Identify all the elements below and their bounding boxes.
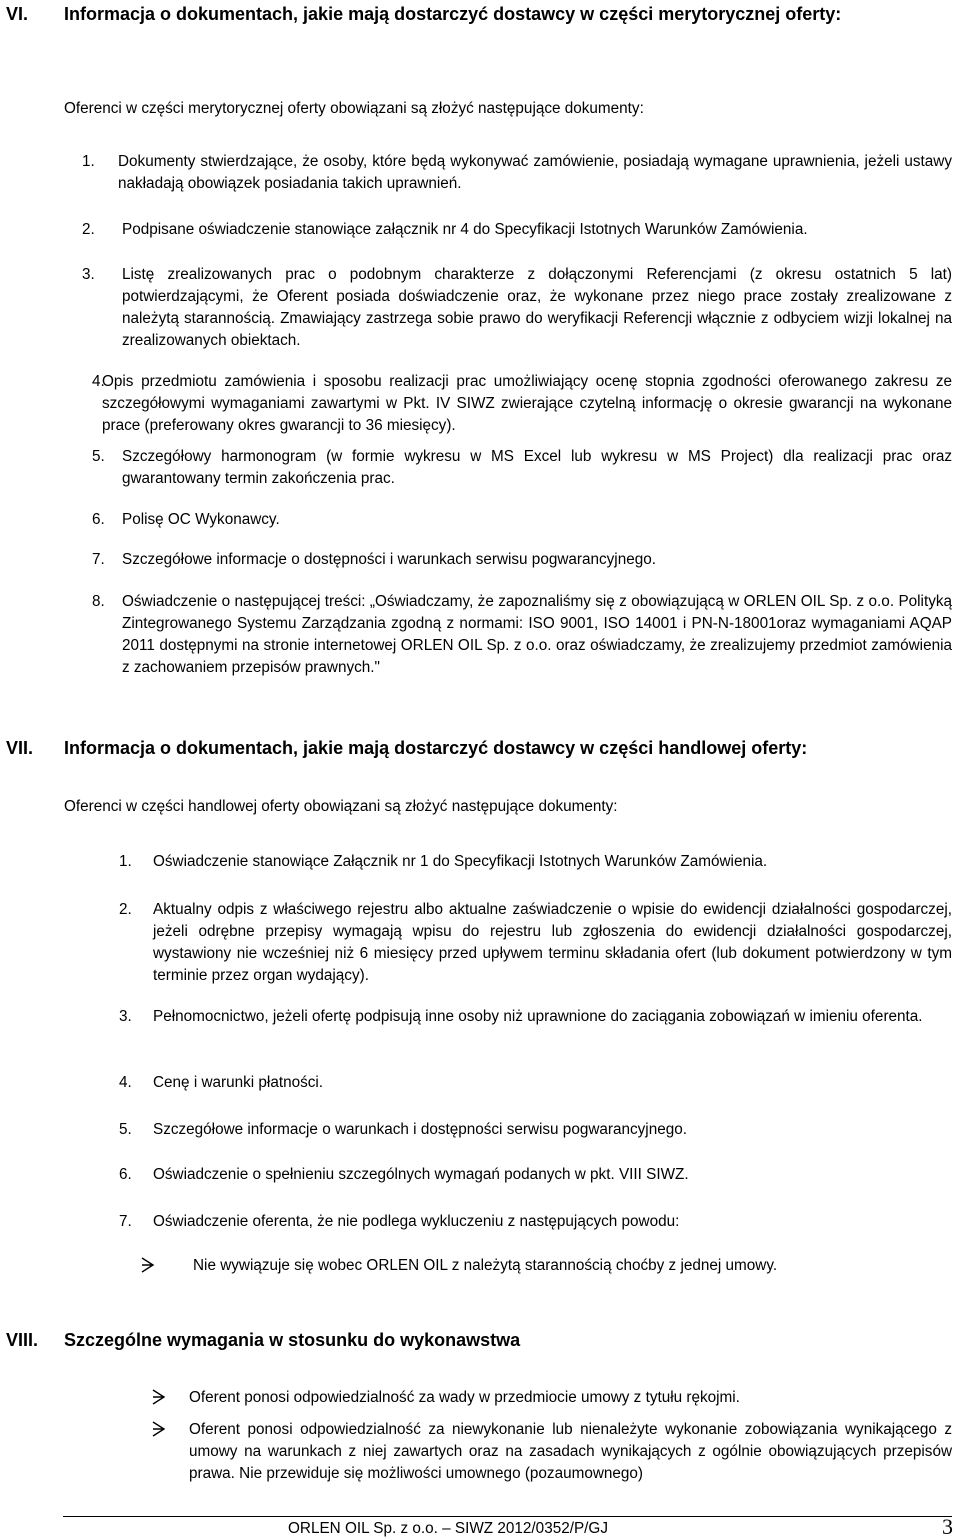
list-item — [119, 1211, 952, 1233]
item-number: 3. — [119, 1008, 132, 1025]
arrow-bullet-icon — [152, 1388, 166, 1406]
list-item — [119, 1072, 952, 1094]
arrow-bullet-icon — [141, 1256, 155, 1274]
section-vi-heading — [6, 0, 954, 28]
item-text: Oświadczenie oferenta, że nie podlega wykluczeniu z następujących powodu: — [153, 1213, 680, 1230]
list-item — [119, 1006, 952, 1028]
section-number: VII. — [6, 738, 34, 758]
item-text: Podpisane oświadczenie stanowiące załącznik nr 4 do Specyfikacji Istotnych Warunków Zamówienia. — [122, 221, 808, 238]
list-item — [119, 1119, 952, 1141]
section-vi-intro: Oferenci w części merytorycznej oferty obowiązani są złożyć następujące dokumenty: — [64, 100, 644, 117]
item-text: Polisę OC Wykonawcy. — [122, 511, 280, 528]
item-number: 1. — [82, 153, 95, 170]
section-number: VIII. — [6, 1330, 39, 1350]
page-number: 3 — [942, 1514, 953, 1539]
section-viii-heading — [6, 1326, 954, 1354]
section-vii-heading — [6, 734, 954, 762]
item-text: Szczegółowy harmonogram (w formie wykresu w MS Excel lub wykresu w MS Project) dla realizacji prac oraz gwarantowany termin zakończenia prac. — [122, 448, 952, 487]
list-item — [119, 851, 952, 873]
list-item — [92, 549, 952, 571]
item-text: Cenę i warunki płatności. — [153, 1074, 324, 1091]
item-number: 1. — [119, 853, 132, 870]
footer-text: ORLEN OIL Sp. z o.o. – SIWZ 2012/0352/P/GJ — [288, 1520, 608, 1537]
list-item — [82, 219, 952, 241]
item-number: 7. — [119, 1213, 132, 1230]
section-title: Szczególne wymagania w stosunku do wykonawstwa — [64, 1330, 521, 1350]
footer-divider — [63, 1516, 952, 1517]
bullet-item — [152, 1387, 952, 1409]
section-title: Informacja o dokumentach, jakie mają dostarczyć dostawcy w części handlowej oferty: — [64, 738, 808, 758]
item-number: 8. — [92, 593, 105, 610]
list-item — [82, 264, 952, 352]
item-number: 4. — [119, 1074, 132, 1091]
item-number: 4. — [92, 373, 105, 390]
item-number: 7. — [92, 551, 105, 568]
list-item — [92, 509, 952, 531]
arrow-bullet-icon — [152, 1420, 166, 1438]
item-number: 6. — [92, 511, 105, 528]
item-number: 2. — [82, 221, 95, 238]
page-footer — [0, 1516, 960, 1537]
item-text: Pełnomocnictwo, jeżeli ofertę podpisują inne osoby niż uprawnione do zaciągania zobowiązań w imieniu oferenta. — [153, 1008, 923, 1025]
list-item — [92, 371, 952, 437]
item-number: 2. — [119, 901, 132, 918]
item-number: 5. — [92, 448, 105, 465]
list-item — [92, 446, 952, 490]
item-number: 5. — [119, 1121, 132, 1138]
item-text: Oświadczenie o następującej treści: „Oświadczamy, że zapoznaliśmy się z obowiązującą w ORLEN OIL Sp. z o.o. Polityką Zintegrowanego Systemu Zarządzania zgodną z normami: ISO 9001, ISO 14001 i PN-N-18001oraz wymaganiami AQAP 2011 dostępnymi na stronie internetowej ORLEN OIL Sp. z o.o. oraz oświadczamy, że zrealizujemy przedmiot zamówienia z zachowaniem przepisów prawnych." — [122, 593, 952, 676]
bullet-item — [152, 1419, 952, 1485]
bullet-item — [141, 1255, 952, 1277]
section-vii-intro: Oferenci w części handlowej oferty obowiązani są złożyć następujące dokumenty: — [64, 798, 618, 815]
list-item — [119, 899, 952, 987]
item-text: Oświadczenie o spełnieniu szczególnych wymagań podanych w pkt. VIII SIWZ. — [153, 1166, 689, 1183]
item-text: Dokumenty stwierdzające, że osoby, które będą wykonywać zamówienie, posiadają wymagane uprawnienia, jeżeli ustawy nakładają obowiązek posiadania takich uprawnień. — [118, 153, 952, 192]
item-text: Szczegółowe informacje o dostępności i warunkach serwisu pogwarancyjnego. — [122, 551, 656, 568]
list-item — [82, 151, 952, 195]
item-text: Szczegółowe informacje o warunkach i dostępności serwisu pogwarancyjnego. — [153, 1121, 687, 1138]
section-number: VI. — [6, 4, 29, 24]
bullet-text: Oferent ponosi odpowiedzialność za niewykonanie lub nienależyte wykonanie zobowiązania wynikającego z umowy na warunkach z niej zawartych oraz na zasadach wynikających z ogólnie obowiązujących przepisów prawa. Nie przewiduje się możliwości umownego (pozaumownego) — [189, 1421, 952, 1482]
section-title: Informacja o dokumentach, jakie mają dostarczyć dostawcy w części merytorycznej oferty: — [64, 4, 842, 24]
item-text: Oświadczenie stanowiące Załącznik nr 1 do Specyfikacji Istotnych Warunków Zamówienia. — [153, 853, 768, 870]
item-text: Aktualny odpis z właściwego rejestru albo aktualne zaświadczenie o wpisie do ewidencji działalności gospodarczej, jeżeli odrębne przepisy wymagają wpisu do rejestru lub zgłoszenia do ewidencji działalności gospodarczej, wystawiony nie wcześniej niż 6 miesięcy przed upływem terminu składania ofert (lub dokument potwierdzony w tym terminie przez organ wydający). — [153, 901, 952, 984]
item-number: 6. — [119, 1166, 132, 1183]
list-item — [119, 1164, 952, 1186]
bullet-text: Nie wywiązuje się wobec ORLEN OIL z należytą starannością choćby z jednej umowy. — [193, 1257, 778, 1274]
item-number: 3. — [82, 266, 95, 283]
item-text: Opis przedmiotu zamówienia i sposobu realizacji prac umożliwiający ocenę stopnia zgodności oferowanego zakresu ze szczegółowymi wymaganiami zawartymi w Pkt. IV SIWZ zwierające czytelną informację o okresie gwarancji na wykonane prace (preferowany okres gwarancji to 36 miesięcy). — [102, 373, 952, 434]
item-text: Listę zrealizowanych prac o podobnym charakterze z dołączonymi Referencjami (z okresu ostatnich 5 lat) potwierdzającymi, że Oferent posiada doświadczenie oraz, że wykonane przez niego prace zostały zrealizowane z należytą starannością. Zmawiający zastrzega sobie prawo do weryfikacji Referencji włącznie z odbyciem wizji lokalnej na zrealizowanych obiektach. — [122, 266, 952, 349]
bullet-text: Oferent ponosi odpowiedzialność za wady w przedmiocie umowy z tytułu rękojmi. — [189, 1389, 740, 1406]
list-item — [92, 591, 952, 679]
